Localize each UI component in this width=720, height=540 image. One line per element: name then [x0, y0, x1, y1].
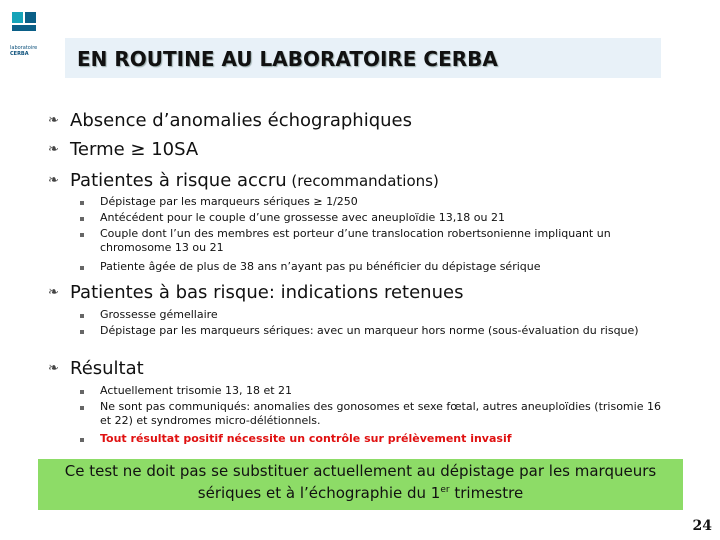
square-bullet-icon [80, 438, 84, 442]
bullet-risque-accru-text: Patientes à risque accru [70, 170, 287, 191]
note-line2-a: sériques et à l’échographie du 1 [197, 484, 441, 502]
square-bullet-icon [80, 314, 84, 318]
note-box [38, 459, 683, 510]
logo-text [10, 45, 37, 57]
sub-item-marqueurs: Dépistage par les marqueurs sériques ≥ 1/250 [100, 195, 358, 208]
page-number: 24 [692, 518, 712, 534]
bullet-risque-accru-suffix: (recommandations) [286, 172, 439, 190]
hook-bullet-icon: ❧ [48, 173, 59, 188]
logo-text-line2: CERBA [10, 51, 29, 57]
sub-item-age: Patiente âgée de plus de 38 ans n’ayant pas pu bénéficier du dépistage sérique [100, 260, 541, 273]
sub-item-marqueur-hors-norme: Dépistage par les marqueurs sériques: avec un marqueur hors norme (sous-évaluation du risque) [100, 324, 639, 337]
hook-bullet-icon: ❧ [48, 142, 59, 157]
square-bullet-icon [80, 406, 84, 410]
hook-bullet-icon: ❧ [48, 113, 59, 128]
sub-item-gemellaire: Grossesse gémellaire [100, 308, 218, 321]
note-sup: er [440, 485, 450, 495]
hook-bullet-icon: ❧ [48, 285, 59, 300]
sub-item-translocation: Couple dont l’un des membres est porteur d’une translocation robertsonienne impliquant un chromosome 13 ou 21 [100, 227, 611, 254]
bullet-bas-risque: Patientes à bas risque: indications retenues [70, 282, 464, 303]
logo-text-line1: laboratoire [10, 45, 38, 51]
bullet-risque-accru [70, 170, 439, 191]
logo-square-teal [12, 12, 23, 23]
square-bullet-icon [80, 233, 84, 237]
note-line2-b: trimestre [449, 484, 524, 502]
hook-bullet-icon: ❧ [48, 361, 59, 376]
page-title: EN ROUTINE AU LABORATOIRE CERBA [77, 47, 498, 71]
note-line2 [38, 481, 683, 503]
square-bullet-icon [80, 330, 84, 334]
square-bullet-icon [80, 390, 84, 394]
title-banner [65, 38, 661, 78]
logo-bar [12, 25, 36, 31]
sub-item-non-communiques: Ne sont pas communiqués: anomalies des gonosomes et sexe fœtal, autres aneuploïdies (trisomie 16 et 22) et syndromes micro-délétionnels. [100, 400, 661, 427]
square-bullet-icon [80, 217, 84, 221]
bullet-terme: Terme ≥ 10SA [70, 139, 199, 160]
note-text [38, 462, 683, 503]
bullet-resultat: Résultat [70, 358, 144, 379]
square-bullet-icon [80, 201, 84, 205]
logo-square-blue [25, 12, 36, 23]
cerba-logo [8, 8, 48, 64]
sub-item-trisomies: Actuellement trisomie 13, 18 et 21 [100, 384, 293, 397]
note-line1: Ce test ne doit pas se substituer actuellement au dépistage par les marqueurs [64, 462, 657, 480]
square-bullet-icon [80, 266, 84, 270]
bullet-absence-anomalies: Absence d’anomalies échographiques [70, 110, 412, 131]
sub-item-antecedent: Antécédent pour le couple d’une grossesse avec aneuploïdie 13,18 ou 21 [100, 211, 505, 224]
sub-item-controle-invasif: Tout résultat positif nécessite un contrôle sur prélèvement invasif [100, 432, 512, 445]
